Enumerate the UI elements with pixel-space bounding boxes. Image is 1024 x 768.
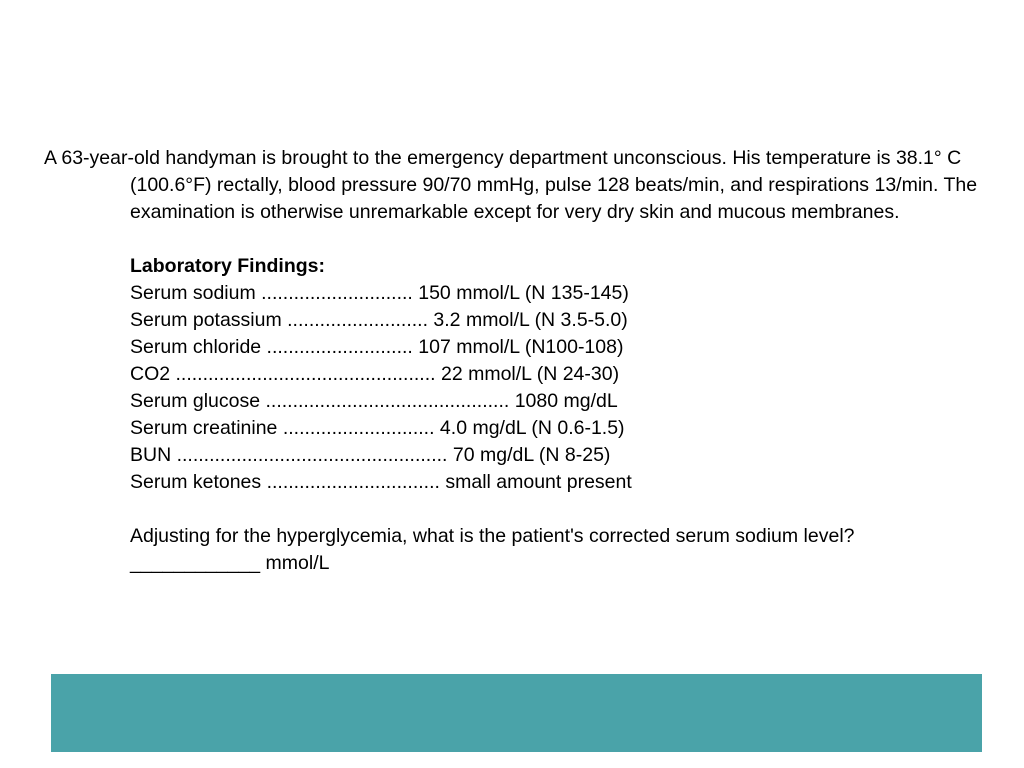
lab-item-chloride: Serum chloride ........................... 107 mmol/L (N100-108)	[130, 336, 624, 358]
lab-heading: Laboratory Findings:	[130, 255, 325, 277]
lab-item-ketones: Serum ketones ................................ small amount present	[130, 471, 632, 493]
spacer	[130, 496, 984, 523]
lab-item-co2: CO2 ................................................ 22 mmol/L (N 24-30)	[130, 363, 620, 385]
lab-item-bun: BUN .................................................. 70 mg/dL (N 8-25)	[130, 444, 611, 466]
footer-bar	[51, 674, 982, 752]
lab-item-potassium: Serum potassium .......................... 3.2 mmol/L (N 3.5-5.0)	[130, 309, 628, 331]
slide-content	[44, 145, 984, 577]
question-text: Adjusting for the hyperglycemia, what is the patient's corrected serum sodium level? ____________ mmol/L	[130, 525, 855, 574]
lab-item-sodium: Serum sodium ............................ 150 mmol/L (N 135-145)	[130, 282, 629, 304]
lab-section	[44, 226, 984, 577]
spacer	[130, 226, 984, 253]
lab-item-glucose: Serum glucose ............................................. 1080 mg/dL	[130, 390, 618, 412]
lab-item-creatinine: Serum creatinine ............................ 4.0 mg/dL (N 0.6-1.5)	[130, 417, 625, 439]
case-description: A 63-year-old handyman is brought to the emergency department unconscious. His temperature is 38.1° C (100.6°F) rectally, blood pressure 90/70 mmHg, pulse 128 beats/min, and respirations 13/min. The examination is otherwise unremarkable except for very dry skin and mucous membranes.	[44, 147, 978, 223]
